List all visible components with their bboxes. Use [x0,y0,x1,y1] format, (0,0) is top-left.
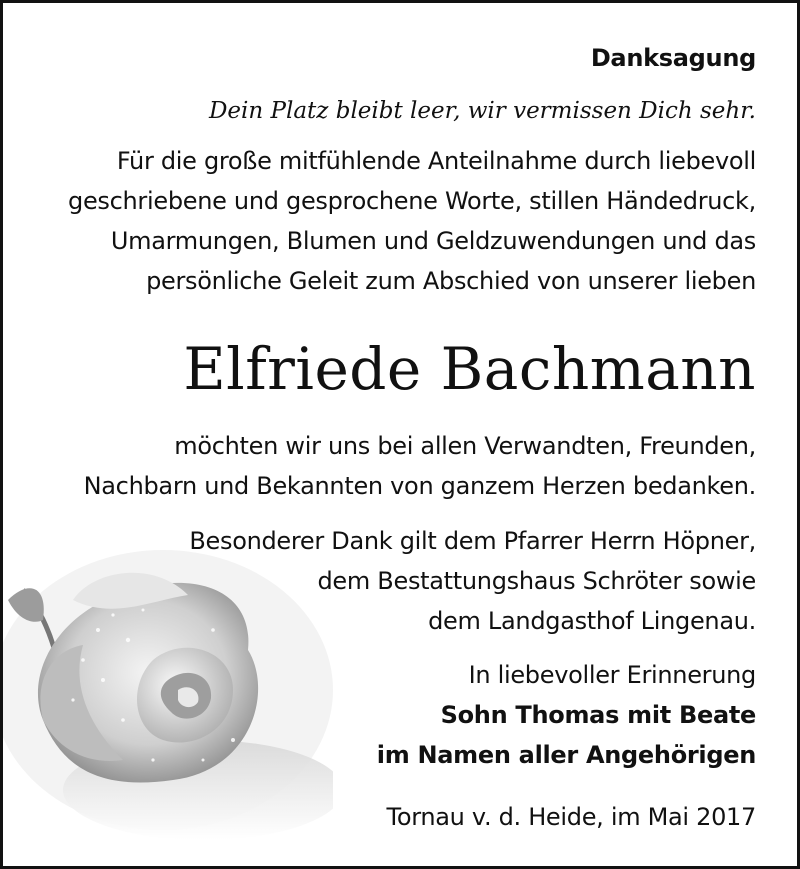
motto: Dein Platz bleibt leer, wir vermissen Dich sehr. [208,98,756,124]
place-date: Tornau v. d. Heide, im Mai 2017 [386,803,756,831]
rose-image [3,540,333,866]
thanks-line-1: möchten wir uns bei allen Verwandten, Freunden, [174,432,756,460]
intro-line-2: geschriebene und gesprochene Worte, stillen Händedruck, [68,187,756,215]
intro-line-1: Für die große mitfühlende Anteilnahme durch liebevoll [116,147,756,175]
special-thanks-line-2: dem Bestattungshaus Schröter sowie [317,567,756,595]
thanks-line-2: Nachbarn und Bekannten von ganzem Herzen bedanken. [83,472,756,500]
closing: In liebevoller Erinnerung [468,661,756,689]
intro-line-4: persönliche Geleit zum Abschied von unserer lieben [146,267,756,295]
special-thanks-line-3: dem Landgasthof Lingenau. [428,607,756,635]
intro-line-3: Umarmungen, Blumen und Geldzuwendungen und das [110,227,756,255]
signatory-1: Sohn Thomas mit Beate [440,701,756,729]
heading: Danksagung [590,44,756,72]
deceased-name: Elfriede Bachmann [183,335,756,403]
special-thanks-line-1: Besonderer Dank gilt dem Pfarrer Herrn Höpner, [189,527,756,555]
signatory-2: im Namen aller Angehörigen [376,741,756,769]
